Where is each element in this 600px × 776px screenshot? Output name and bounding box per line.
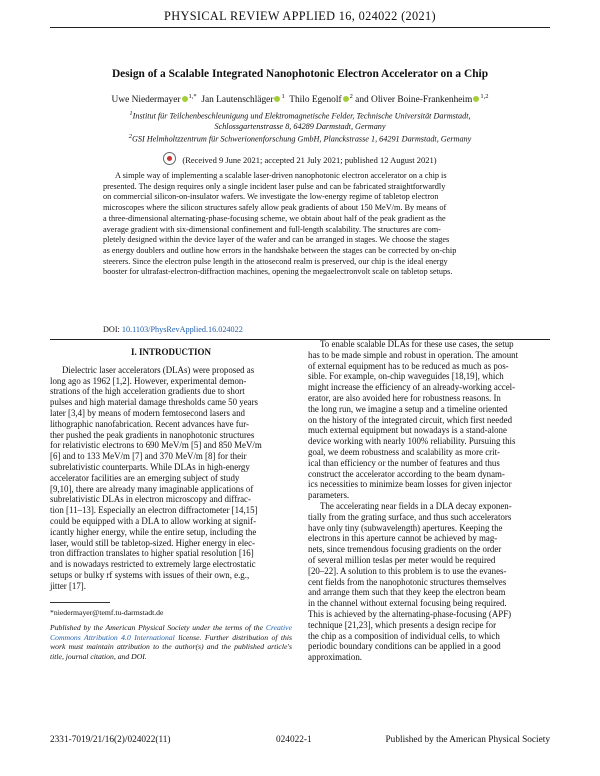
- text-line: approximation.: [308, 652, 362, 663]
- footer-publisher: Published by the American Physical Society: [385, 735, 550, 745]
- orcid-icon[interactable]: [473, 96, 479, 102]
- abstract-line: average gradient with six-dimensional confinement and full-length scalability. The structures are com-: [103, 224, 441, 234]
- doi-link[interactable]: 10.1103/PhysRevApplied.16.024022: [121, 325, 243, 334]
- text-line: and is nowadays restricted to extremely large electrostatic: [50, 559, 256, 570]
- text-line: tially from the grating surface, and thus such accelerators: [308, 511, 512, 522]
- text-line: ics necessities to minimize beam losses for given injector: [308, 479, 512, 490]
- license-text: Published by the American Physical Society under the terms of the: [50, 623, 264, 633]
- affiliation-line: Schlossgartenstrasse 8, 64289 Darmstadt, Germany: [214, 122, 386, 132]
- paragraph: [308, 339, 550, 501]
- abstract-line: presented. The design requires only a single incident laser pulse and can be fabricated straightforwardly: [103, 181, 446, 191]
- text-line: might increase the efficiency of an already-working accel-: [308, 382, 516, 393]
- text-line: and arrange them such that they keep the electron beam: [308, 587, 506, 598]
- text-line: jitter [17].: [50, 580, 86, 591]
- text-line: This is achieved by the alternating-phase-focusing (APF): [308, 608, 512, 619]
- abstract-line: on commercial silicon-on-insulator wafers. We investigate the low-energy regime of tabletop electron: [103, 192, 439, 202]
- section-title: I. INTRODUCTION: [130, 347, 211, 357]
- intro-paragraph: [50, 365, 292, 592]
- text-line: of several million teslas per meter would be required: [308, 554, 496, 565]
- footnote-rule: [50, 602, 110, 603]
- text-line: ical than efficiency or the number of features and thus: [308, 457, 500, 468]
- author-name[interactable]: Jan Lautenschläger: [201, 95, 274, 106]
- orcid-icon[interactable]: [274, 96, 280, 102]
- text-line: device working with nearly 100% reliability. Pursuing this: [308, 436, 516, 447]
- abstract-line: a three-dimensional alternating-phase-focusing scheme, we obtain about half of the peak gradient as the: [103, 213, 446, 223]
- text-line: tron diffraction translates to higher spatial resolution [16]: [50, 548, 254, 559]
- footer-page: 024022-1: [276, 735, 312, 745]
- author-list: [40, 93, 560, 105]
- received-dates: [40, 152, 560, 165]
- text-line: electrons in this aperture cannot be achieved by mag-: [308, 533, 498, 544]
- text-line: nets, since tremendous focusing gradients on the order: [308, 544, 502, 555]
- text-line: strations of the high acceleration gradients due to short: [50, 386, 245, 397]
- text-line: setups or bulky rf systems with issues of their own, e.g.,: [50, 569, 250, 580]
- text-line: construct the accelerator according to the beam dynam-: [308, 468, 505, 479]
- affiliation-1: [60, 109, 540, 133]
- text-line: [6] and to 133 MeV/m [7] and 370 MeV/m [8] for their: [50, 451, 247, 462]
- text-line: has to be made simple and robust in operation. The amount: [308, 349, 519, 360]
- text-line: later [3,4] by means of modern femtosecond lasers and: [50, 407, 245, 418]
- affiliation-line: GSI Helmholtzzentrum für Schwerionenforschung GmbH, Planckstrasse 1, 64291 Darmstadt, Germany: [131, 134, 472, 144]
- affiliation-num: 1: [129, 110, 133, 117]
- text-line: laser, would still be tabletop-sized. Higher energy in elec-: [50, 537, 256, 548]
- text-line: could be equipped with a DLA to allow working at signif-: [50, 515, 257, 526]
- text-line: icantly higher energy, while the entire setup, including the: [50, 526, 257, 537]
- text-line: pulses and high material damage thresholds came 50 years: [50, 397, 259, 408]
- received-text: (Received 9 June 2021; accepted 21 July 2021; published 12 August 2021): [182, 155, 437, 165]
- check-for-updates-icon[interactable]: [163, 152, 176, 165]
- text-line: of external equipment has to be reduced as much as pos-: [308, 360, 509, 371]
- text-line: The accelerating near fields in a DLA decay exponen-: [320, 500, 512, 511]
- abstract-line: A simple way of implementing a scalable laser-driven nanophotonic electron accelerator on a chip is: [115, 171, 447, 180]
- abstract-line: booster for ultrafast-electron-diffraction machines, opening the megaelectronvolt scale on tabletop setups.: [103, 267, 453, 277]
- text-line: To enable scalable DLAs for these use cases, the setup: [320, 339, 514, 349]
- abstract-line: microscopes where the silicon structures safely allow peak gradients of about 150 MeV/m. By means of: [103, 203, 447, 213]
- text-line: the long run, we imagine a setup and a timeline oriented: [308, 403, 508, 414]
- author-sup: 1,2: [480, 93, 489, 100]
- affiliation-2: [60, 132, 540, 145]
- text-line: ther pushed the peak gradients in nanophotonic structures: [50, 429, 255, 440]
- abstract-line: as energy doublers and outline how errors in the handshake between the stages can be corrected by on-chip: [103, 245, 457, 255]
- doi-label: DOI:: [103, 325, 120, 334]
- text-line: the chip as a composition of individual cells, to which: [308, 630, 500, 641]
- abstract-line: steerers. Since the electron pulse length in the attosecond realm is preserved, our chip is the ideal energy: [103, 256, 448, 266]
- text-line: long ago as 1962 [1,2]. However, experimental demon-: [50, 375, 247, 386]
- abstract-line: pletely designed within the device layer of the wafer and can be arranged in stages. We choose the stages: [103, 235, 450, 245]
- license-note: [50, 623, 292, 661]
- left-column: [50, 347, 292, 662]
- article-title: Design of a Scalable Integrated Nanophotonic Electron Accelerator on a Chip: [111, 68, 489, 80]
- license-text: license. Further distribution of this work must maintain attribution to the: [50, 632, 292, 652]
- text-line: subrelativistic counterparts. While DLAs in high-energy: [50, 461, 250, 472]
- paragraph: [308, 501, 550, 663]
- author-name[interactable]: and Oliver Boine-Frankenheim: [355, 95, 473, 106]
- text-line: parameters.: [308, 490, 350, 501]
- text-line: have only tiny (subwavelength) apertures. Keeping the: [308, 522, 503, 533]
- header-rule: [50, 27, 550, 28]
- text-line: technique [21,23], which presents a design recipe for: [308, 619, 497, 630]
- text-line: accelerator facilities are an emerging subject of study: [50, 472, 240, 483]
- right-column: [308, 339, 550, 663]
- text-line: periodic boundary conditions can be applied in a good: [308, 641, 501, 652]
- orcid-icon[interactable]: [182, 96, 188, 102]
- text-line: cent fields from the nanophotonic structures themselves: [308, 576, 507, 587]
- text-line: [9,10], there are already many imaginable applications of: [50, 483, 254, 494]
- text-line: Dielectric laser accelerators (DLAs) were proposed as: [62, 364, 255, 375]
- orcid-icon[interactable]: [343, 96, 349, 102]
- author-sup: 1: [281, 93, 285, 100]
- footnote-email[interactable]: *niedermayer@temf.tu-darmstadt.de: [50, 607, 164, 617]
- text-line: [20–22]. A solution to this problem is to use the evanes-: [308, 565, 507, 576]
- text-line: erator, are also avoided here for robustness reasons. In: [308, 392, 501, 403]
- author-sup: 2: [349, 93, 353, 100]
- text-line: goal, we deem robustness and scalability as more crit-: [308, 446, 500, 457]
- text-line: tion [11–13]. Especially an electron diffractometer [14,15]: [50, 505, 258, 516]
- affiliation-num: 2: [128, 133, 132, 140]
- text-line: on the history of the integrated circuit, which first needed: [308, 414, 513, 425]
- text-line: sible. For example, on-chip waveguides [18,19], which: [308, 371, 504, 382]
- author-name[interactable]: Thilo Egenolf: [289, 95, 342, 106]
- text-line: for relativistic electrons to 690 MeV/m [5] and 850 MeV/m: [50, 440, 262, 451]
- text-line: in the channel without external focusing being required.: [308, 598, 507, 609]
- license-link[interactable]: Creative Commons Attribution 4.0 International: [50, 623, 292, 642]
- author-sup: 1,*: [188, 93, 197, 100]
- footer-issn: 2331-7019/21/16(2)/024022(11): [50, 735, 171, 745]
- author-name[interactable]: Uwe Niedermayer: [111, 95, 181, 106]
- text-line: much external equipment but nowadays is a stand-alone: [308, 425, 507, 436]
- journal-header: PHYSICAL REVIEW APPLIED 16, 024022 (2021): [164, 9, 436, 23]
- doi: [103, 325, 243, 334]
- abstract: [103, 171, 498, 278]
- license-text: author(s) and the published article's title, journal citation, and DOI.: [50, 642, 293, 661]
- text-line: subrelativistic DLAs in electron microscopy and diffrac-: [50, 494, 251, 505]
- text-line: lithographic nanofabrication. Recent advances have fur-: [50, 418, 249, 429]
- affiliation-line: Institut für Teilchenbeschleunigung und Elektromagnetische Felder, Technische Universität Darmstadt,: [132, 111, 471, 121]
